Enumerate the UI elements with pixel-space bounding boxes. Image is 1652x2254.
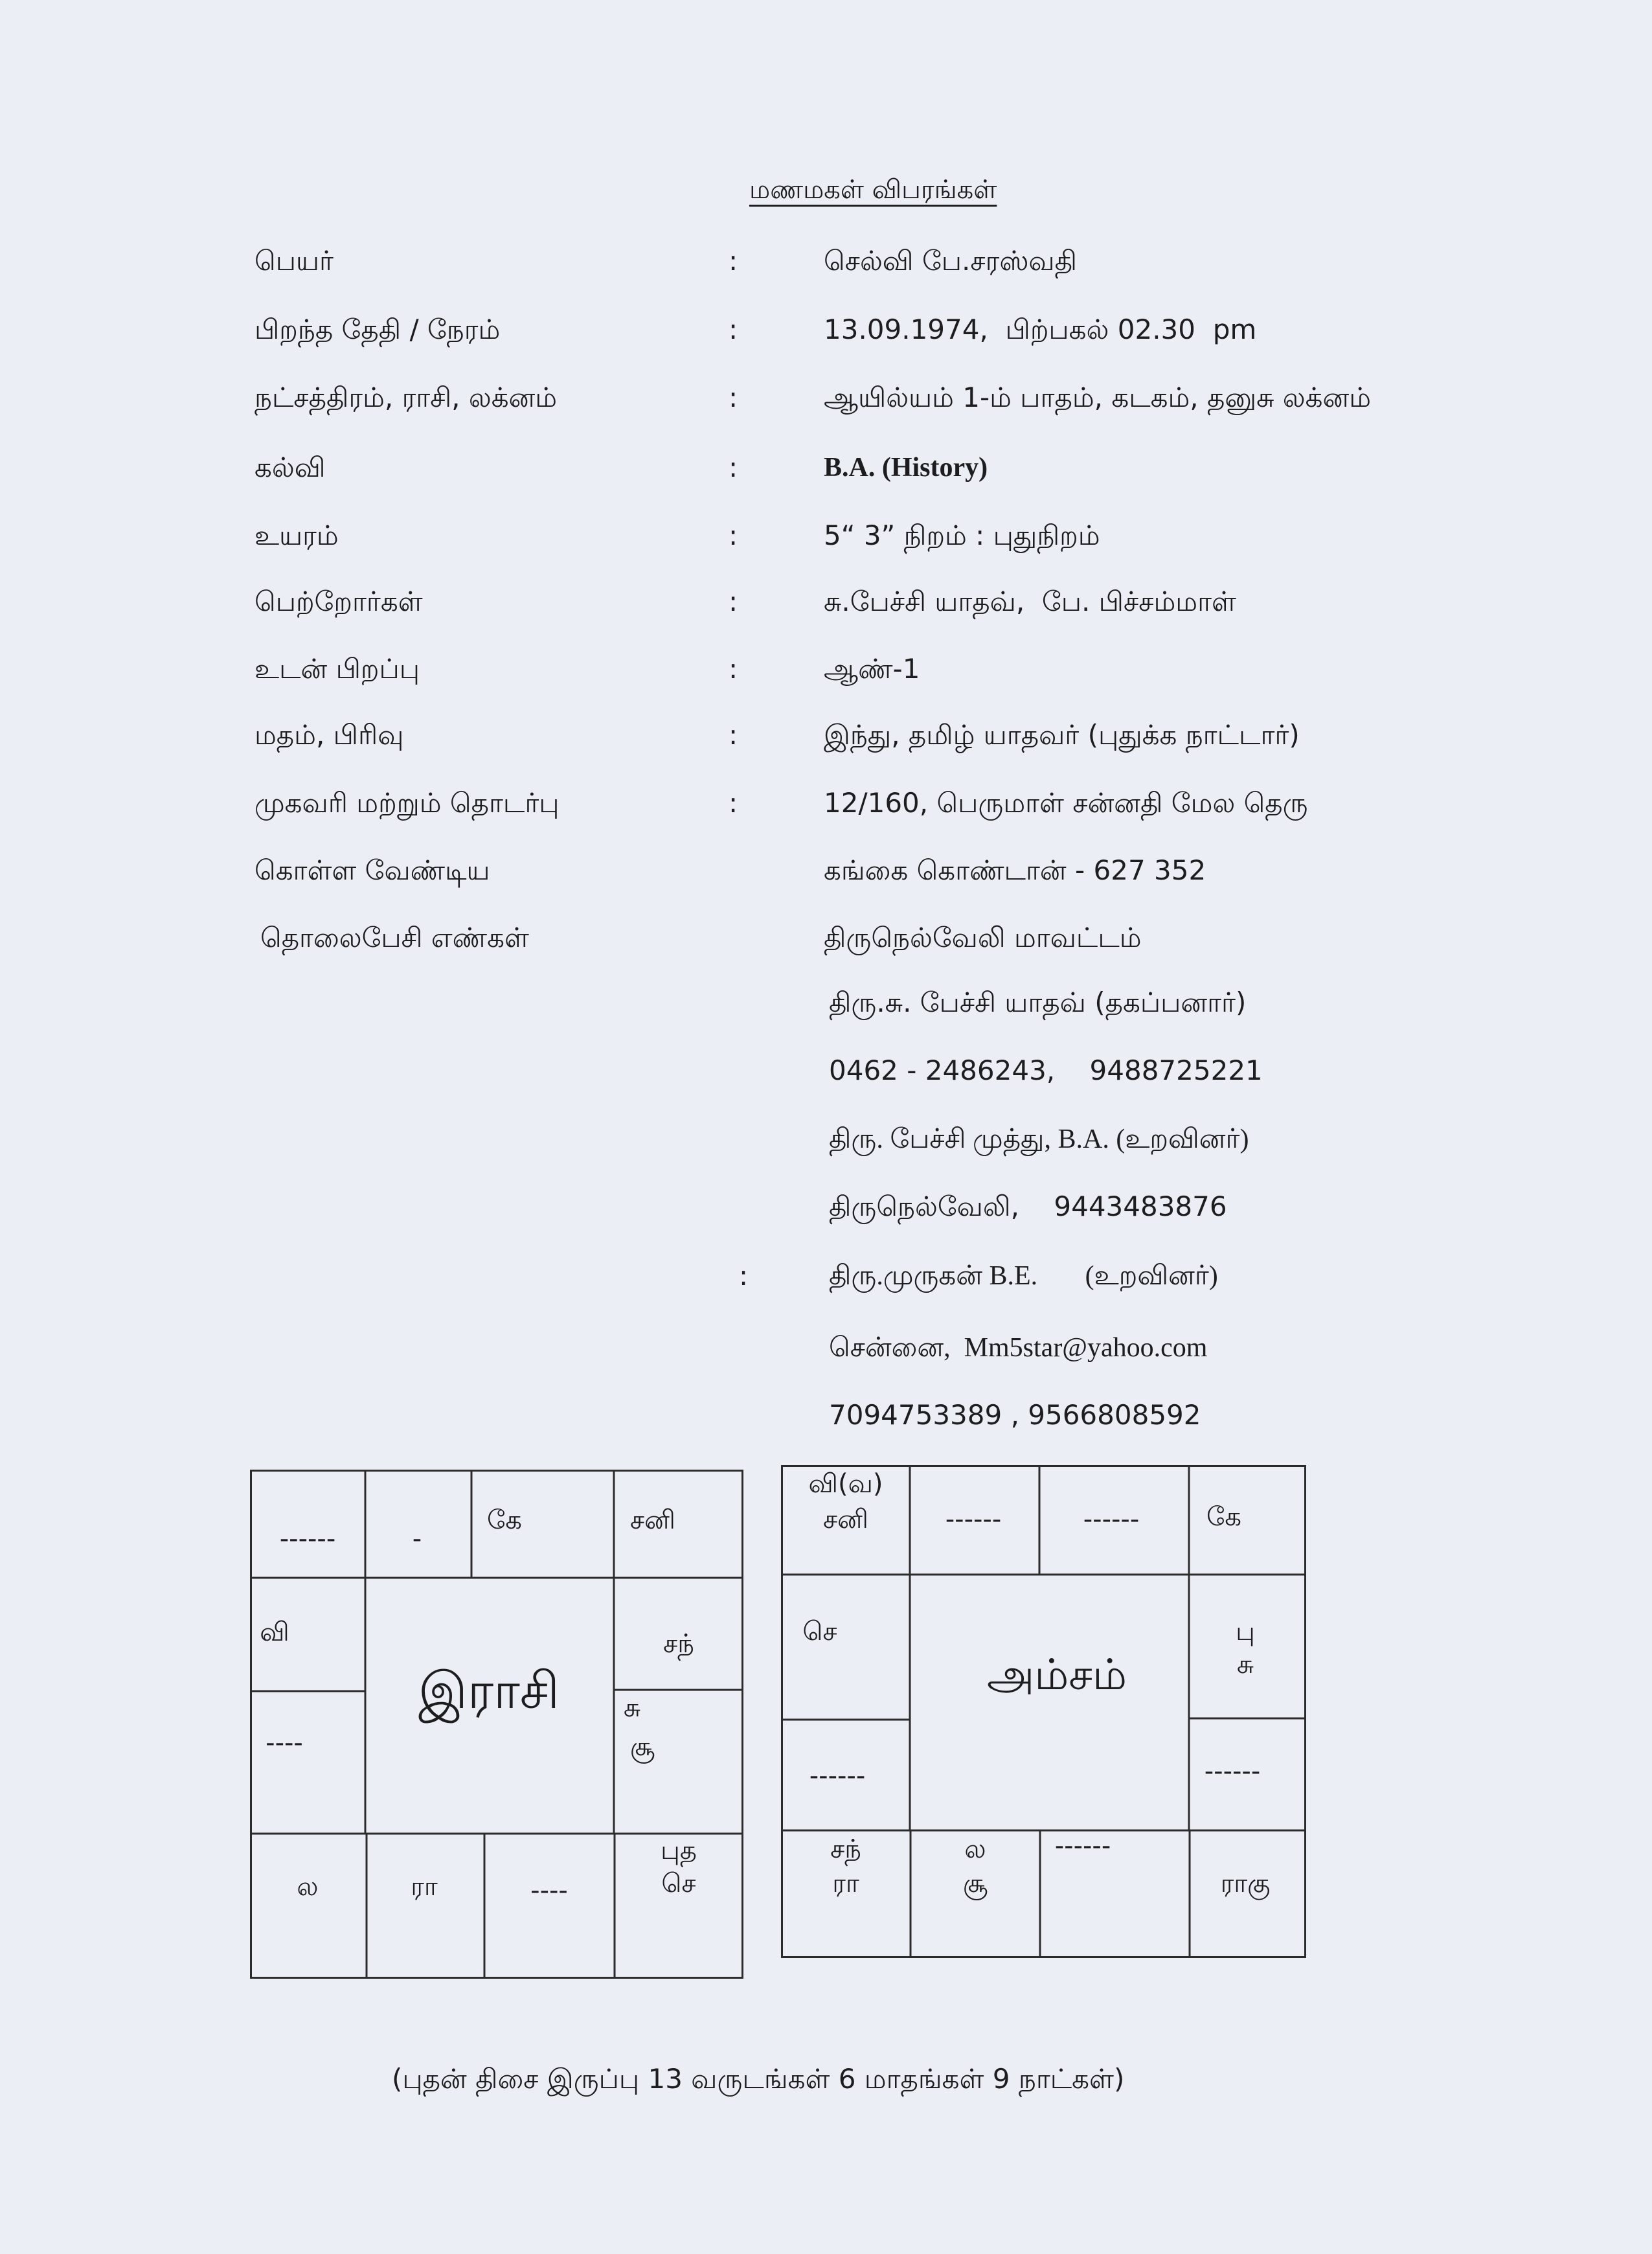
- amsam-cell-bottom-4: [1190, 1830, 1306, 1958]
- rasi-cell-text: செ: [661, 1869, 696, 1898]
- address-line-3-row: [0, 921, 1652, 955]
- contact-relative-2-row: [0, 1259, 1652, 1293]
- rasi-cell-right-2: [614, 1578, 743, 1690]
- amsam-cell-text: ------: [1054, 1831, 1111, 1861]
- amsam-cell-text: ------: [1204, 1757, 1261, 1786]
- relative-2-email: சென்னை, Mm5star@yahoo.com: [829, 1333, 1208, 1363]
- relative-2-phone-row: [0, 1398, 1652, 1432]
- rasi-cell-top-1: [250, 1470, 365, 1578]
- parents-value: சு.பேச்சி யாதவ், பே. பிச்சம்மாள்: [824, 586, 1236, 617]
- siblings-value: ஆண்-1: [824, 653, 920, 685]
- rasi-cell-left-2: [250, 1578, 365, 1691]
- contact-father-row: [0, 986, 1652, 1019]
- amsam-cell-text: ல: [964, 1834, 986, 1864]
- amsam-cell-text: சூ: [962, 1869, 988, 1898]
- rasi-cell-text: ரா: [411, 1872, 438, 1902]
- amsam-chart: [781, 1465, 1306, 1958]
- contact-relative-2: திரு.முருகன் B.E. (உறவினர்): [829, 1261, 1218, 1291]
- parents-colon: :: [729, 586, 738, 617]
- religion-caste-row: [0, 718, 1652, 752]
- contact-relative-1-row: [0, 1122, 1652, 1156]
- address-contact-colon: :: [729, 787, 738, 819]
- relative-2-email-row: [0, 1331, 1652, 1365]
- height-label: உயரம்: [255, 519, 339, 551]
- rasi-cell-text: சூ: [629, 1732, 655, 1762]
- name-value: செல்வி பே.சரஸ்வதி: [824, 245, 1078, 277]
- religion-caste-colon: :: [729, 719, 738, 751]
- rasi-cell-text: ------: [279, 1524, 336, 1554]
- star-rasi-lagnam-row: [0, 381, 1652, 415]
- father-phone-numbers: 0462 - 2486243, 9488725221: [829, 1054, 1263, 1086]
- relative-2-phone: 7094753389 , 9566808592: [829, 1399, 1201, 1431]
- rasi-cell-bottom-1: [250, 1834, 367, 1979]
- rasi-cell-text: ----: [266, 1728, 303, 1758]
- amsam-cell-text: சந்: [830, 1834, 861, 1864]
- amsam-cell-right-2: [1189, 1575, 1306, 1718]
- address-line-1: 12/160, பெருமாள் சன்னதி மேல தெரு: [824, 787, 1308, 819]
- amsam-cell-text: ------: [809, 1761, 866, 1791]
- rasi-cell-text: -: [412, 1524, 422, 1554]
- height-complexion-row: [0, 519, 1652, 552]
- amsam-cell-top-1: [781, 1465, 910, 1575]
- education-label: கல்வி: [255, 451, 326, 483]
- rasi-cell-left-3: [250, 1691, 365, 1834]
- rasi-center: [365, 1578, 614, 1834]
- birth-date-time-colon: :: [729, 313, 738, 345]
- birth-date-time-row: [0, 313, 1652, 347]
- parents-row: [0, 585, 1652, 619]
- rasi-chart: [250, 1470, 743, 1979]
- amsam-cell-text: வி(வ): [808, 1469, 883, 1499]
- amsam-cell-right-3: [1189, 1718, 1306, 1830]
- amsam-cell-top-3: [1039, 1465, 1189, 1575]
- amsam-cell-text: ------: [945, 1505, 1002, 1534]
- star-rasi-lagnam-value: ஆயில்யம் 1-ம் பாதம், கடகம், தனுசு லக்னம்: [824, 381, 1372, 413]
- father-phone-row: [0, 1054, 1652, 1087]
- rasi-cell-text: ல: [297, 1872, 319, 1902]
- amsam-cell-text: செ: [802, 1617, 837, 1646]
- amsam-chart-title: அம்சம்: [986, 1650, 1127, 1700]
- rasi-cell-bottom-4: [615, 1834, 743, 1979]
- rasi-cell-text: சு: [623, 1693, 641, 1723]
- religion-caste-value: இந்து, தமிழ் யாதவர் (புதுக்க நாட்டார்): [824, 719, 1300, 751]
- address-contact-label: முகவரி மற்றும் தொடர்பு: [255, 787, 560, 819]
- education-value: B.A. (History): [824, 453, 988, 483]
- amsam-cell-text: பு: [1236, 1617, 1255, 1646]
- amsam-cell-text: சனி: [823, 1505, 868, 1534]
- religion-caste-label: மதம், பிரிவு: [255, 719, 404, 751]
- rasi-cell-text: வி: [260, 1617, 289, 1647]
- rasi-cell-text: கே: [487, 1505, 522, 1535]
- amsam-cell-text: ரா: [832, 1869, 859, 1898]
- amsam-cell-top-4: [1189, 1465, 1306, 1575]
- contact-relative-2-colon: :: [739, 1260, 749, 1292]
- contact-label-line-2: கொள்ள வேண்டிய: [255, 854, 490, 886]
- education-colon: :: [729, 451, 738, 483]
- contact-relative-1: திரு. பேச்சி முத்து, B.A. (உறவினர்): [829, 1124, 1249, 1154]
- star-rasi-lagnam-colon: :: [729, 381, 738, 413]
- relative-1-phone-row: [0, 1190, 1652, 1224]
- dasa-balance-note: (புதன் திசை இருப்பு 13 வருடங்கள் 6 மாதங்கள் 9 நாட்கள்): [392, 2063, 1125, 2095]
- address-line-2-row: [0, 854, 1652, 887]
- education-row: [0, 451, 1652, 484]
- name-colon: :: [729, 245, 738, 277]
- star-rasi-lagnam-label: நட்சத்திரம், ராசி, லக்னம்: [255, 381, 558, 413]
- amsam-cell-bottom-2: [911, 1830, 1040, 1958]
- rasi-cell-top-2: [365, 1470, 471, 1578]
- amsam-cell-bottom-3: [1040, 1830, 1190, 1958]
- address-contact-row: [0, 786, 1652, 820]
- contact-label-line-3: தொலைபேசி எண்கள்: [260, 922, 529, 953]
- height-colon: :: [729, 519, 738, 551]
- rasi-cell-text: சனி: [630, 1505, 675, 1535]
- address-line-3: திருநெல்வேலி மாவட்டம்: [824, 922, 1142, 953]
- height-complexion-value: 5“ 3” நிறம் : புதுநிறம்: [824, 519, 1100, 551]
- relative-1-phone: திருநெல்வேலி, 9443483876: [829, 1190, 1227, 1222]
- siblings-label: உடன் பிறப்பு: [255, 653, 420, 685]
- name-row: [0, 244, 1652, 278]
- rasi-cell-bottom-3: [484, 1834, 615, 1979]
- amsam-cell-text: ------: [1083, 1505, 1140, 1534]
- name-label: பெயர்: [255, 245, 334, 277]
- address-line-2: கங்கை கொண்டான் - 627 352: [824, 854, 1206, 886]
- amsam-center: [910, 1575, 1189, 1830]
- amsam-cell-left-2: [781, 1575, 910, 1720]
- page-heading: மணமகள் விபரங்கள்: [749, 175, 997, 205]
- rasi-cell-text: புத: [661, 1836, 697, 1865]
- rasi-cell-top-4: [614, 1470, 743, 1578]
- rasi-cell-right-3: [614, 1690, 743, 1834]
- rasi-cell-text: சந்: [663, 1629, 694, 1659]
- contact-father: திரு.சு. பேச்சி யாதவ் (தகப்பனார்): [829, 986, 1247, 1018]
- amsam-cell-bottom-1: [781, 1830, 911, 1958]
- amsam-cell-top-2: [910, 1465, 1039, 1575]
- siblings-row: [0, 652, 1652, 686]
- siblings-colon: :: [729, 653, 738, 685]
- birth-date-time-label: பிறந்த தேதி / நேரம்: [255, 313, 501, 345]
- amsam-cell-text: சு: [1236, 1650, 1254, 1679]
- rasi-cell-top-3: [471, 1470, 614, 1578]
- birth-date-time-value: 13.09.1974, பிற்பகல் 02.30 pm: [824, 313, 1257, 345]
- amsam-cell-text: ராகு: [1220, 1869, 1271, 1898]
- rasi-cell-bottom-2: [367, 1834, 484, 1979]
- rasi-cell-text: ----: [530, 1876, 568, 1906]
- amsam-cell-left-3: [781, 1720, 910, 1830]
- rasi-chart-title: இராசி: [418, 1662, 560, 1720]
- amsam-cell-text: கே: [1206, 1502, 1241, 1532]
- parents-label: பெற்றோர்கள்: [255, 586, 423, 617]
